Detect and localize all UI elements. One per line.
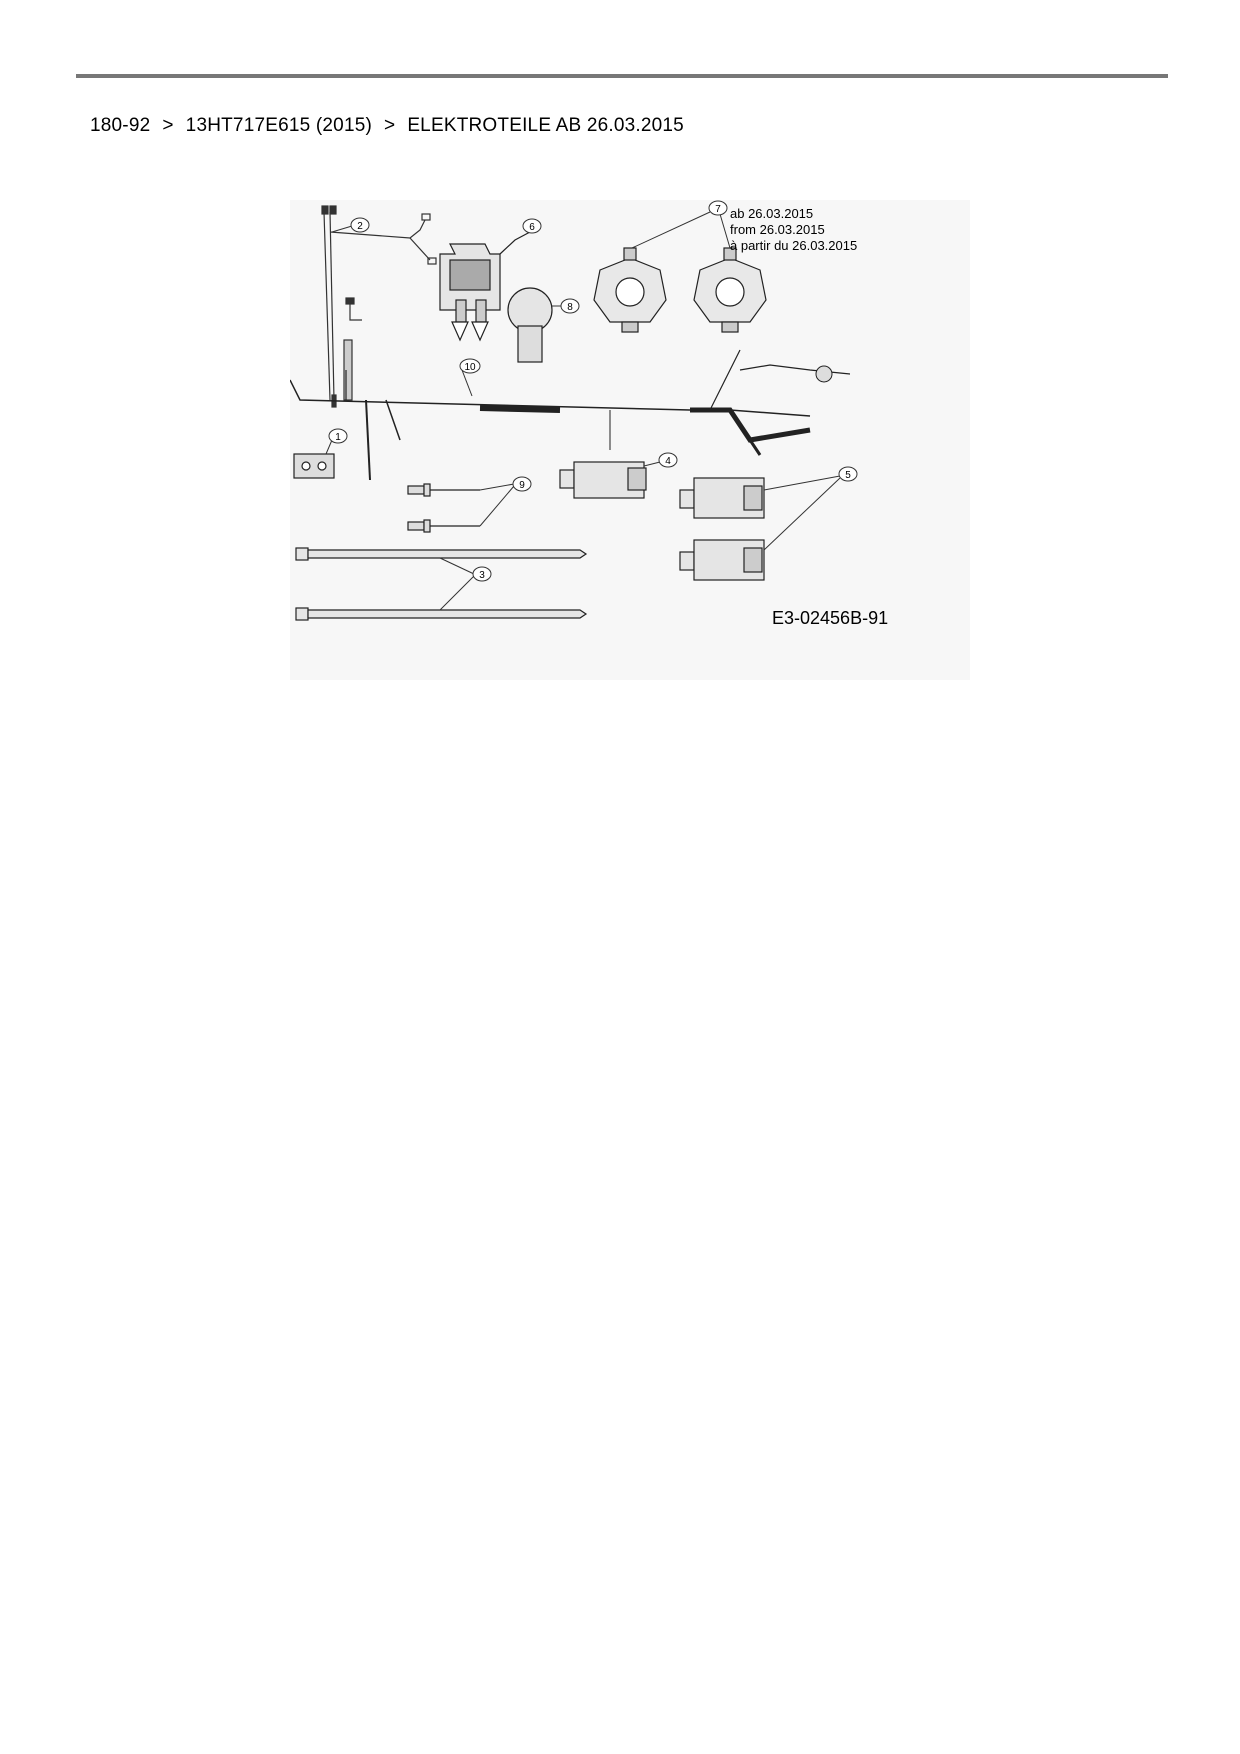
svg-text:10: 10 [464,362,476,373]
breadcrumb-separator: > [384,115,396,136]
svg-text:5: 5 [845,470,851,481]
part-1-fuse-block [294,454,334,478]
svg-text:7: 7 [715,204,721,215]
breadcrumb [90,115,684,137]
svg-text:1: 1 [335,432,341,443]
svg-text:2: 2 [357,221,363,232]
breadcrumb-separator: > [162,115,174,136]
parts-diagram-drawing [290,200,970,680]
breadcrumb-item-model[interactable]: 180-92 [90,115,151,136]
svg-text:4: 4 [665,456,671,467]
breadcrumb-item-serial[interactable]: 13HT717E615 (2015) [185,115,373,136]
breadcrumb-item-section: ELEKTROTEILE AB 26.03.2015 [407,115,684,136]
svg-text:3: 3 [479,570,485,581]
svg-text:9: 9 [519,480,525,491]
svg-text:from 26.03.2015: from 26.03.2015 [730,222,825,237]
drawing-code: E3-02456B-91 [772,608,889,628]
top-rule [76,74,1168,78]
callout-6 [523,219,541,233]
svg-text:8: 8 [567,302,573,313]
parts-diagram [290,200,970,680]
svg-text:ab 26.03.2015: ab 26.03.2015 [730,206,814,221]
svg-text:6: 6 [529,222,535,233]
svg-text:à partir du 26.03.2015: à partir du 26.03.2015 [730,238,858,253]
